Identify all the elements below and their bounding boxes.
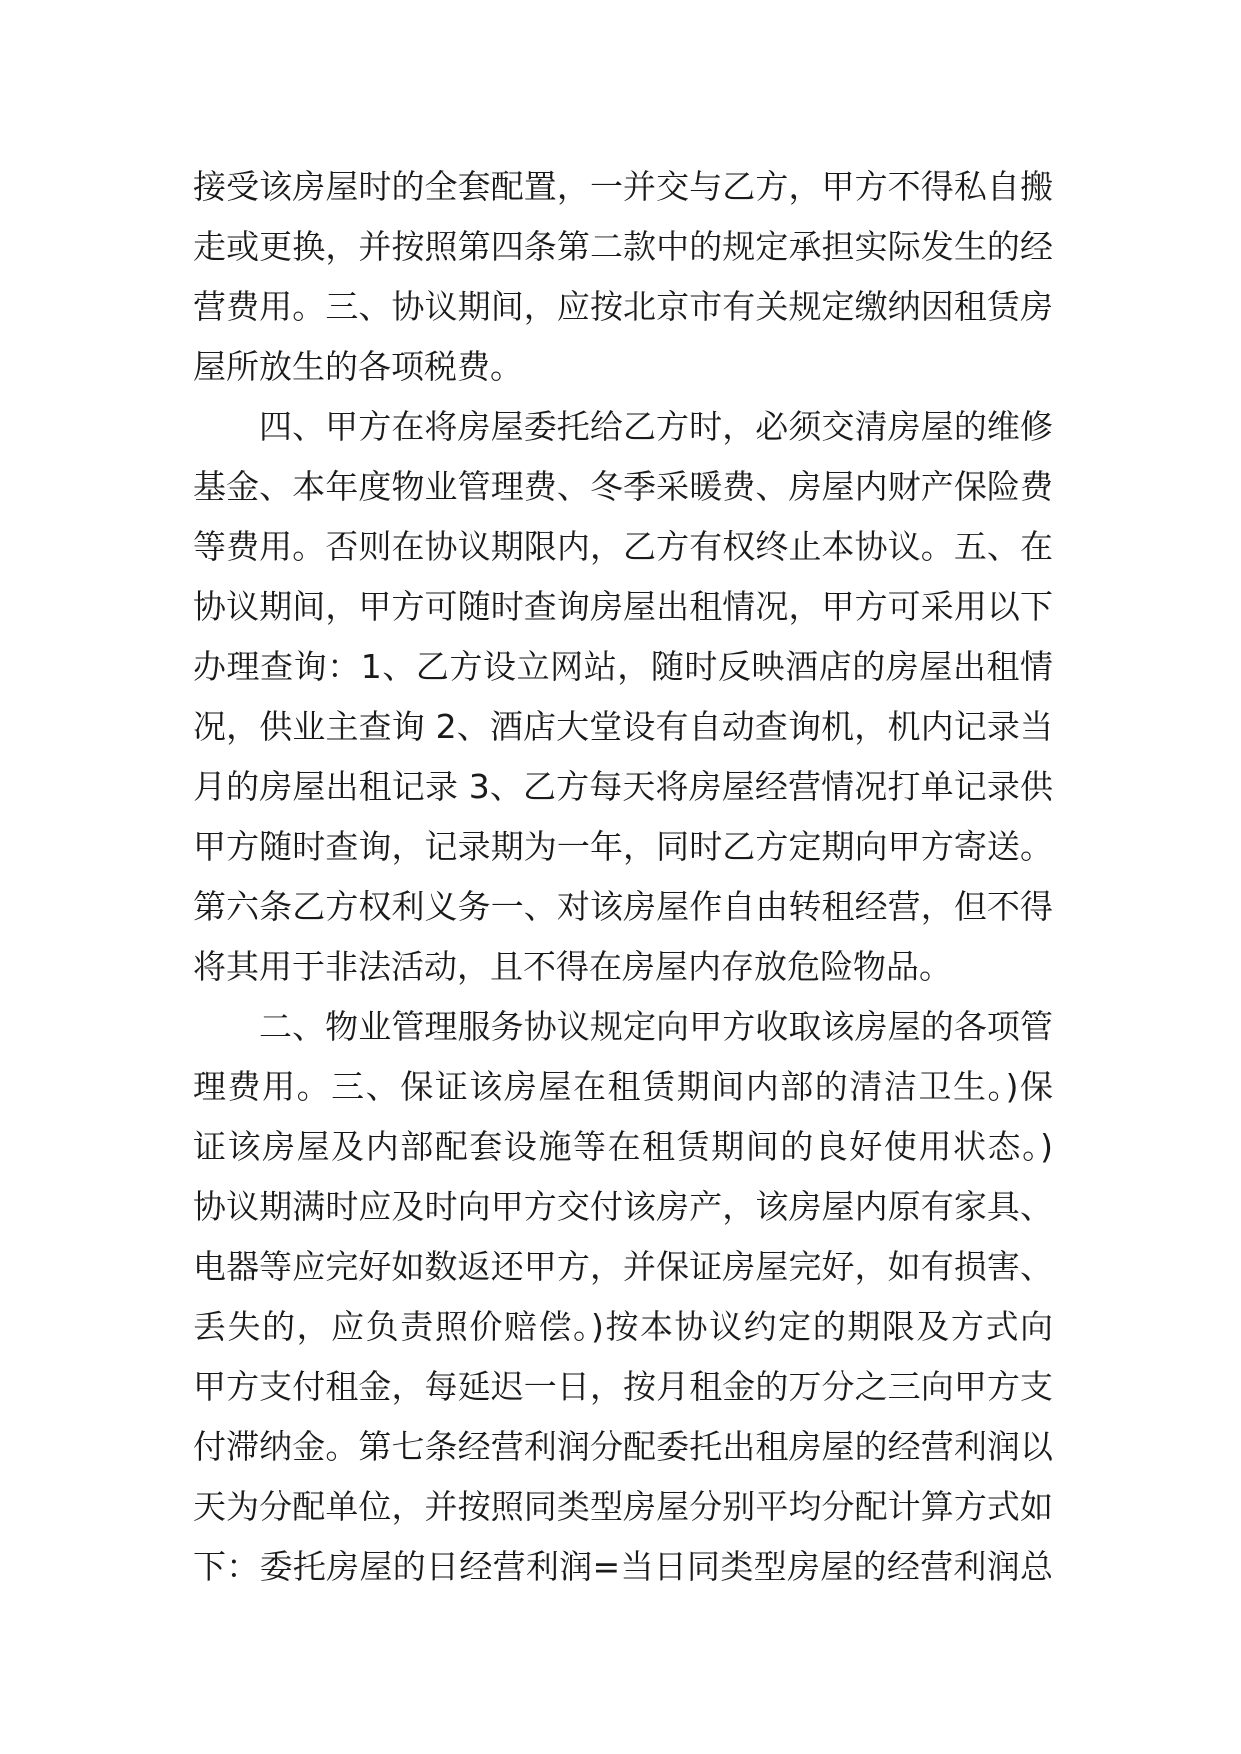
document-body — [193, 157, 1053, 1597]
text-line: 丢失的，应负责照价赔偿。)按本协议约定的期限及方式向 — [193, 1307, 1053, 1346]
text-line: 屋所放生的各项税费。 — [193, 347, 523, 386]
text-line: 基金、本年度物业管理费、冬季采暖费、房屋内财产保险费 — [193, 467, 1053, 506]
text-line: 等费用。否则在协议期限内，乙方有权终止本协议。五、在 — [193, 527, 1053, 566]
text-line: 付滞纳金。第七条经营利润分配委托出租房屋的经营利润以 — [193, 1427, 1053, 1466]
text-line: 第六条乙方权利义务一、对该房屋作自由转租经营，但不得 — [193, 887, 1053, 926]
paragraph-first-line: 四、甲方在将房屋委托给乙方时，必须交清房屋的维修 — [259, 407, 1053, 446]
text-line: 接受该房屋时的全套配置，一并交与乙方，甲方不得私自搬 — [193, 167, 1053, 206]
text-line: 证该房屋及内部配套设施等在租赁期间的良好使用状态。) — [193, 1127, 1053, 1166]
paragraph-first-line: 二、物业管理服务协议规定向甲方收取该房屋的各项管 — [259, 1007, 1053, 1046]
text-line: 电器等应完好如数返还甲方，并保证房屋完好，如有损害、 — [193, 1247, 1053, 1286]
text-line: 天为分配单位，并按照同类型房屋分别平均分配计算方式如 — [193, 1487, 1053, 1526]
text-line: 甲方支付租金，每延迟一日，按月租金的万分之三向甲方支 — [193, 1367, 1053, 1406]
text-line: 办理查询：1、乙方设立网站，随时反映酒店的房屋出租情 — [193, 647, 1053, 686]
text-line: 甲方随时查询，记录期为一年，同时乙方定期向甲方寄送。 — [193, 827, 1053, 866]
text-line: 况，供业主查询 2、酒店大堂设有自动查询机，机内记录当 — [193, 707, 1053, 746]
text-line: 营费用。三、协议期间，应按北京市有关规定缴纳因租赁房 — [193, 287, 1053, 326]
text-line: 下：委托房屋的日经营利润=当日同类型房屋的经营利润总 — [193, 1547, 1053, 1586]
text-line: 理费用。三、保证该房屋在租赁期间内部的清洁卫生。)保 — [193, 1067, 1053, 1106]
text-line: 协议期满时应及时向甲方交付该房产，该房屋内原有家具、 — [193, 1187, 1053, 1226]
text-line: 将其用于非法活动，且不得在房屋内存放危险物品。 — [193, 947, 952, 986]
text-line: 协议期间，甲方可随时查询房屋出租情况，甲方可采用以下 — [193, 587, 1053, 626]
text-line: 走或更换，并按照第四条第二款中的规定承担实际发生的经 — [193, 227, 1053, 266]
text-line: 月的房屋出租记录 3、乙方每天将房屋经营情况打单记录供 — [193, 767, 1053, 806]
